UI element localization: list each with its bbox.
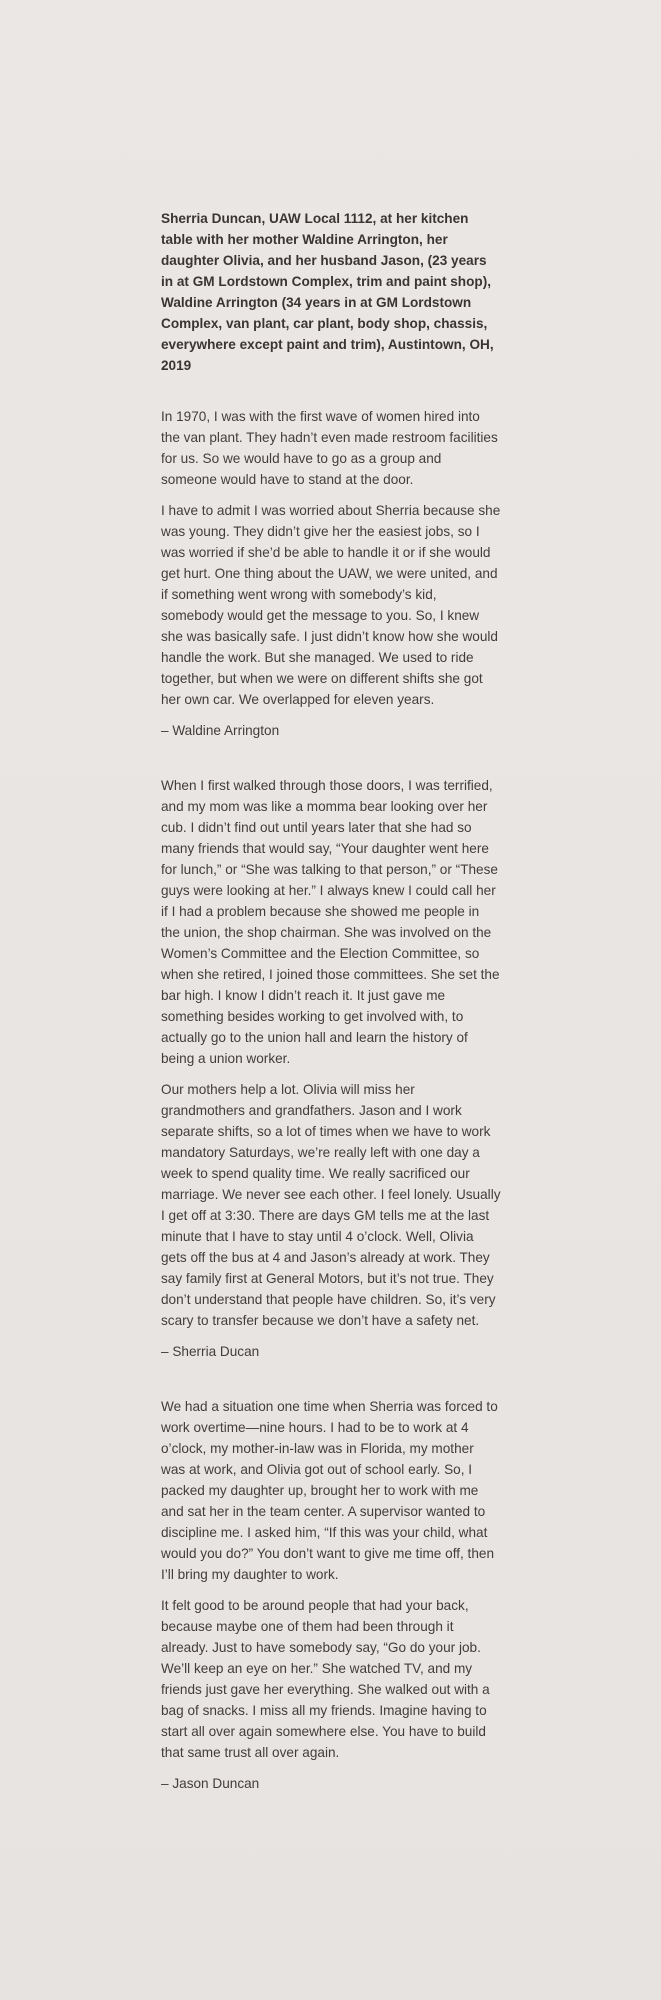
article-content <box>161 208 501 1828</box>
story-sherria <box>161 775 501 1362</box>
story-paragraph: We had a situation one time when Sherria was forced to work overtime—nine hours. I had to be to work at 4 o’clock, my mother-in-law was in Florida, my mother was at work, and Olivia got out of school early. So, I packed my daughter up, brought her to work with me and sat her in the team center. A supervisor wanted to discipline me. I asked him, “If this was your child, what would you do?” You don’t want to give me time off, then I’ll bring my daughter to work. <box>161 1399 498 1582</box>
story-attribution: – Sherria Ducan <box>161 1344 260 1359</box>
story-paragraph: In 1970, I was with the first wave of women hired into the van plant. They hadn’t even made restroom facilities for us. So we would have to go as a group and someone would have to stand at the door. <box>161 409 498 487</box>
story-paragraph: When I first walked through those doors, I was terrified, and my mom was like a momma bear looking over her cub. I didn’t find out until years later that she had so many friends that would say, “Your daughter went here for lunch,” or “She was talking to that person,” or “These guys were looking at her.” I always knew I could call her if I had a problem because she showed me people in the union, the shop chairman. She was involved on the Women’s Committee and the Election Committee, so when she retired, I joined those committees. She set the bar high. I know I didn’t reach it. It just gave me something besides working to get involved with, to actually go to the union hall and learn the history of being a union worker. <box>161 778 500 1066</box>
story-attribution: – Waldine Arrington <box>161 723 280 738</box>
story-paragraph: It felt good to be around people that had your back, because maybe one of them had been through it already. Just to have somebody say, “Go do your job. We’ll keep an eye on her.” She watched TV, and my friends just gave her everything. She walked out with a bag of snacks. I miss all my friends. Imagine having to start all over again somewhere else. You have to build that same trust all over again. <box>161 1598 490 1760</box>
photo-caption: Sherria Duncan, UAW Local 1112, at her kitchen table with her mother Waldine Arrington, her daughter Olivia, and her husband Jason, (23 years in at GM Lordstown Complex, trim and paint shop), Waldine Arrington (34 years in at GM Lordstown Complex, van plant, car plant, body shop, chassis, everywhere except paint and trim), Austintown, OH, 2019 <box>161 211 494 373</box>
story-paragraph: I have to admit I was worried about Sherria because she was young. They didn’t give her the easiest jobs, so I was worried if she’d be able to handle it or if she would get hurt. One thing about the UAW, we were united, and if something went wrong with somebody’s kid, somebody would get the message to you. So, I knew she was basically safe. I just didn’t know how she would handle the work. But she managed. We used to ride together, but when we were on different shifts she got her own car. We overlapped for eleven years. <box>161 503 501 707</box>
story-paragraph: Our mothers help a lot. Olivia will miss her grandmothers and grandfathers. Jason and I work separate shifts, so a lot of times when we have to work mandatory Saturdays, we’re really left with one day a week to spend quality time. We really sacrificed our marriage. We never see each other. I feel lonely. Usually I get off at 3:30. There are days GM tells me at the last minute that I have to stay until 4 o’clock. Well, Olivia gets off the bus at 4 and Jason’s already at work. They say family first at General Motors, but it’s not true. They don’t understand that people have children. So, it’s very scary to transfer because we don’t have a safety net. <box>161 1082 501 1328</box>
story-attribution: – Jason Duncan <box>161 1776 260 1791</box>
story-waldine <box>161 406 501 741</box>
story-jason <box>161 1396 501 1794</box>
